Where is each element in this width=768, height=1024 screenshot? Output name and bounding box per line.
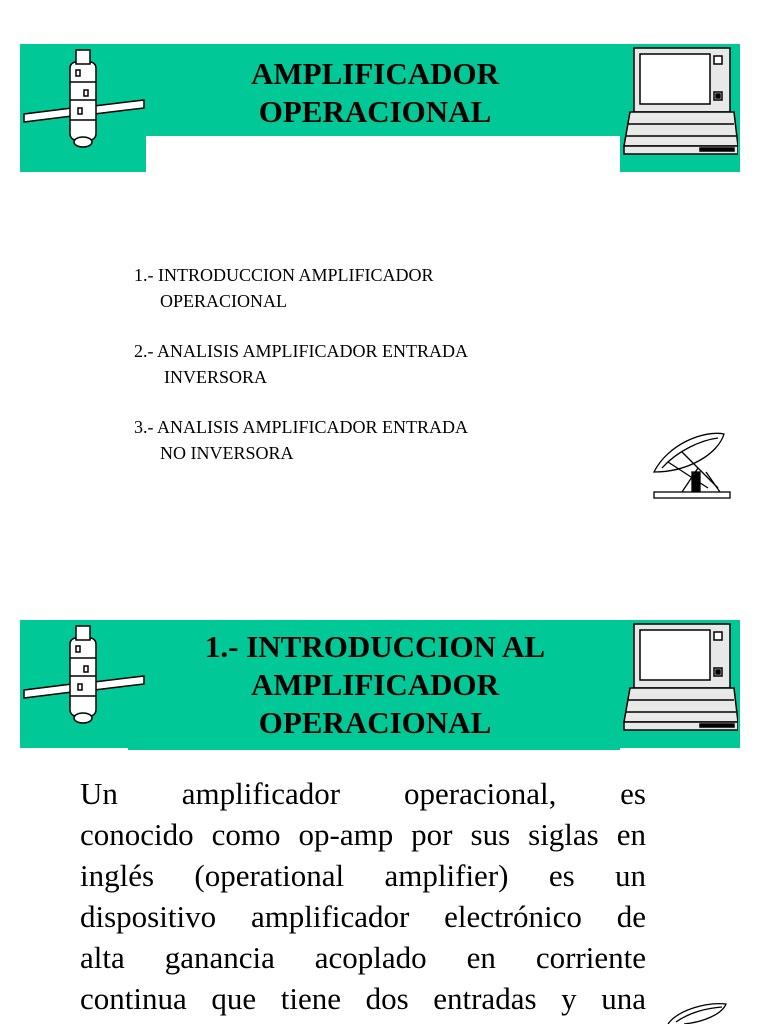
satellite-icon [20, 48, 150, 150]
slide-title-line: OPERACIONAL [258, 705, 492, 740]
satellite-dish-icon [648, 428, 732, 502]
paragraph-line: alta ganancia acoplado en corriente [80, 940, 646, 975]
toc-item [134, 338, 574, 390]
paragraph-line: dispositivo amplificador electrónico de [80, 899, 646, 934]
slide-title-line: AMPLIFICADOR [251, 56, 499, 91]
toc-item-line: 2.- ANALISIS AMPLIFICADOR ENTRADA [134, 341, 469, 361]
toc-item-line: NO INVERSORA [160, 443, 294, 463]
slide-title [150, 55, 600, 131]
paragraph-line: continua que tiene dos entradas y una [80, 981, 646, 1016]
toc-item-line: OPERACIONAL [160, 291, 288, 311]
paragraph-line: Un amplificador operacional, es [80, 776, 646, 811]
intro-paragraph [80, 773, 646, 1019]
computer-icon [622, 620, 738, 736]
satellite-dish-icon [664, 1000, 734, 1024]
toc-item-line: 3.- ANALISIS AMPLIFICADOR ENTRADA [134, 417, 469, 437]
toc-item [134, 414, 574, 466]
toc-item [134, 262, 574, 314]
slide-title-line: AMPLIFICADOR [251, 667, 499, 702]
paragraph-line: inglés (operational amplifier) es un [80, 858, 646, 893]
satellite-icon [20, 624, 150, 726]
table-of-contents [134, 262, 574, 466]
computer-icon [622, 44, 738, 160]
slide-title-line: 1.- INTRODUCCION AL [204, 629, 546, 664]
paragraph-line: conocido como op-amp por sus siglas en [80, 817, 646, 852]
toc-item-line: INVERSORA [164, 367, 268, 387]
slide-title [150, 628, 600, 742]
slide-title-line: OPERACIONAL [258, 94, 492, 129]
header-band-lower-strip [128, 746, 620, 750]
toc-item-line: 1.- INTRODUCCION AMPLIFICADOR [134, 265, 434, 285]
